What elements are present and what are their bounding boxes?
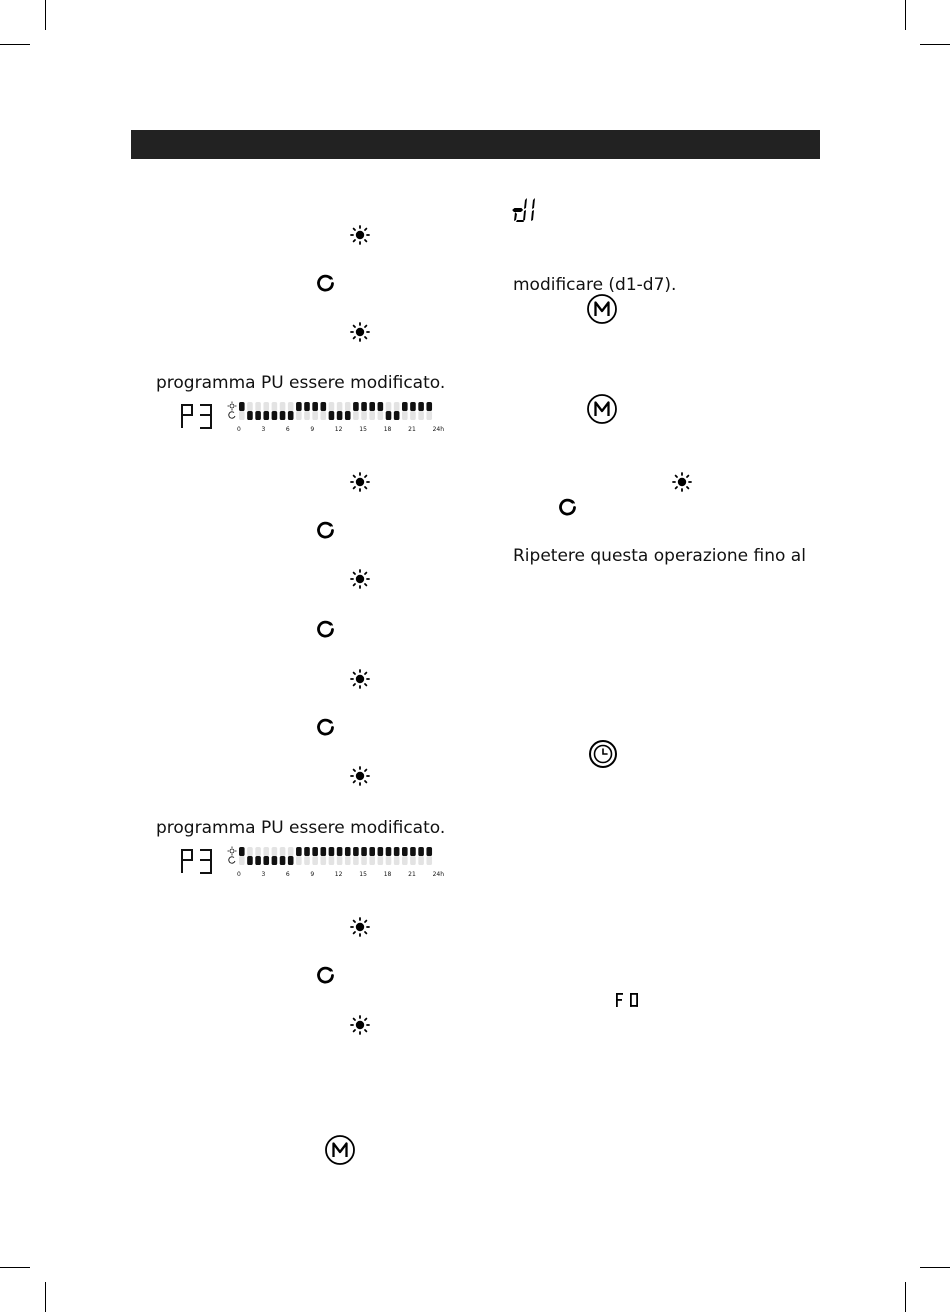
hour-bar-inactive — [272, 847, 278, 856]
crop-mark — [920, 1267, 950, 1268]
hour-bar — [321, 402, 327, 411]
hour-tick-label: 12 — [334, 426, 343, 433]
hour-bar-inactive — [386, 402, 392, 411]
moon-icon — [317, 521, 335, 539]
hour-bar — [239, 847, 245, 856]
hour-bar — [402, 847, 408, 856]
hour-bar-inactive — [386, 856, 392, 865]
hour-bar-inactive — [353, 856, 359, 865]
hour-bar — [386, 411, 392, 420]
hour-bar — [361, 847, 367, 856]
hour-bar-inactive — [288, 402, 294, 411]
hour-tick-label: 12 — [334, 871, 343, 878]
day-code-display — [513, 197, 537, 223]
hour-bar — [247, 411, 253, 420]
hour-bar-inactive — [394, 856, 400, 865]
hour-bar — [239, 402, 245, 411]
lcd-program-display — [180, 398, 445, 438]
moon-icon — [317, 718, 335, 736]
hour-bar — [394, 847, 400, 856]
hour-bar-inactive — [255, 847, 261, 856]
sun-icon — [672, 472, 692, 492]
hour-bar — [321, 847, 327, 856]
lcd-svg — [180, 398, 445, 438]
hour-bar — [304, 402, 310, 411]
instruction-text: programma PU essere modificato. — [156, 373, 446, 393]
hour-bar — [337, 847, 343, 856]
hour-bar-inactive — [272, 402, 278, 411]
hour-bar — [378, 402, 384, 411]
hour-bar — [410, 402, 416, 411]
moon-icon — [229, 857, 235, 863]
hour-bar-inactive — [280, 847, 286, 856]
mode-button-icon[interactable] — [324, 1134, 356, 1166]
hour-bar-inactive — [361, 856, 367, 865]
hour-bar — [418, 402, 424, 411]
hour-tick-label: 6 — [285, 426, 290, 433]
hour-bar — [312, 847, 318, 856]
day-code-value: d1 — [513, 197, 515, 198]
hour-bar-inactive — [426, 411, 432, 420]
sun-icon — [350, 766, 370, 786]
hour-bar — [378, 847, 384, 856]
hour-bar-inactive — [304, 856, 310, 865]
hour-bar — [263, 411, 269, 420]
sun-icon — [350, 322, 370, 342]
hour-tick-label: 24h — [432, 426, 445, 433]
hour-bar — [337, 411, 343, 420]
hour-bar-inactive — [378, 411, 384, 420]
hour-bar-inactive — [263, 402, 269, 411]
hour-bar-inactive — [247, 847, 253, 856]
hour-bar — [288, 411, 294, 420]
instruction-text: modificare (d1-d7). — [513, 275, 677, 295]
hour-bar — [369, 402, 375, 411]
sun-icon — [350, 225, 370, 245]
hour-tick-label: 21 — [408, 871, 416, 878]
hour-tick-label: 3 — [261, 871, 266, 878]
hour-bar-inactive — [312, 411, 318, 420]
moon-icon — [317, 274, 335, 292]
hour-tick-label: 3 — [261, 426, 266, 433]
hour-bar-inactive — [378, 856, 384, 865]
hour-bar — [272, 411, 278, 420]
hour-tick-label: 9 — [310, 871, 315, 878]
hour-bar-inactive — [394, 402, 400, 411]
hour-bar-inactive — [312, 856, 318, 865]
hour-bar — [296, 402, 302, 411]
hour-tick-label: 0 — [237, 871, 241, 878]
hour-bar — [418, 847, 424, 856]
hour-tick-label: 18 — [383, 871, 392, 878]
moon-icon — [317, 966, 335, 984]
program-code-glyph — [181, 849, 212, 874]
instruction-text: programma PU essere modificato. — [156, 818, 446, 838]
hour-bar — [361, 402, 367, 411]
hour-bar — [304, 847, 310, 856]
program-code-glyph — [181, 404, 212, 429]
function-code-value: F0 — [615, 992, 617, 993]
instruction-text: Ripetere questa operazione fino al — [513, 546, 806, 566]
hour-bar-inactive — [296, 856, 302, 865]
hour-bar-inactive — [329, 402, 335, 411]
hour-bar-inactive — [369, 411, 375, 420]
hour-bar-inactive — [345, 856, 351, 865]
hour-bar-inactive — [247, 402, 253, 411]
hour-bar-inactive — [304, 411, 310, 420]
lcd-program-display — [180, 843, 445, 883]
hour-bar-inactive — [402, 856, 408, 865]
hour-bar — [288, 856, 294, 865]
hour-bar-inactive — [345, 402, 351, 411]
hour-bar — [386, 847, 392, 856]
hour-bar — [345, 847, 351, 856]
hour-bar-inactive — [369, 856, 375, 865]
sun-icon — [350, 1015, 370, 1035]
sun-icon — [350, 569, 370, 589]
crop-mark — [0, 44, 30, 45]
hour-bar-inactive — [337, 402, 343, 411]
sun-icon — [228, 402, 237, 411]
mode-button-icon[interactable] — [586, 393, 618, 425]
hour-bar — [329, 847, 335, 856]
hour-tick-label: 24h — [432, 871, 445, 878]
hour-tick-label: 15 — [359, 871, 367, 878]
hour-bar-inactive — [321, 411, 327, 420]
hour-bar — [426, 847, 432, 856]
hour-bar-inactive — [329, 856, 335, 865]
hour-bar-inactive — [296, 411, 302, 420]
hour-bar — [353, 847, 359, 856]
hour-bar-inactive — [353, 411, 359, 420]
sun-icon — [350, 917, 370, 937]
hour-bar — [280, 411, 286, 420]
hour-bar — [255, 411, 261, 420]
hour-bar — [410, 847, 416, 856]
hour-bar — [272, 856, 278, 865]
hour-bar-inactive — [321, 856, 327, 865]
hour-bar-inactive — [402, 411, 408, 420]
hour-tick-label: 6 — [285, 871, 290, 878]
hour-bar — [280, 856, 286, 865]
hour-tick-label: 15 — [359, 426, 367, 433]
hour-bar — [353, 402, 359, 411]
moon-icon — [229, 412, 235, 418]
hour-bar-inactive — [426, 856, 432, 865]
hour-bar — [426, 402, 432, 411]
crop-mark — [905, 0, 906, 30]
mode-button-icon[interactable] — [586, 293, 618, 325]
sun-icon — [350, 669, 370, 689]
hour-bar-inactive — [418, 856, 424, 865]
hour-bar — [296, 847, 302, 856]
hour-tick-label: 18 — [383, 426, 392, 433]
hour-bar-inactive — [288, 847, 294, 856]
hour-tick-label: 0 — [237, 426, 241, 433]
hour-bar-inactive — [263, 847, 269, 856]
hour-bar-inactive — [239, 411, 245, 420]
hour-bar-inactive — [255, 402, 261, 411]
hour-bar — [402, 402, 408, 411]
hour-bar — [329, 411, 335, 420]
sun-icon — [228, 847, 237, 856]
crop-mark — [45, 1282, 46, 1312]
hour-bar-inactive — [337, 856, 343, 865]
hour-bar — [247, 856, 253, 865]
program-code-value: P3 — [180, 843, 182, 844]
program-code-value: P3 — [180, 398, 182, 399]
crop-mark — [45, 0, 46, 30]
clock-button-icon[interactable] — [588, 739, 618, 769]
crop-mark — [920, 44, 950, 45]
function-code-display — [615, 992, 641, 1008]
hour-bar — [345, 411, 351, 420]
crop-mark — [905, 1282, 906, 1312]
hour-bar — [263, 856, 269, 865]
hour-bar-inactive — [410, 411, 416, 420]
moon-icon — [317, 620, 335, 638]
hour-bar — [394, 411, 400, 420]
section-header-bar — [131, 130, 820, 159]
moon-icon — [559, 498, 577, 516]
hour-tick-label: 21 — [408, 426, 416, 433]
hour-bar — [312, 402, 318, 411]
hour-bar-inactive — [239, 856, 245, 865]
hour-bar-inactive — [418, 411, 424, 420]
hour-bar-inactive — [410, 856, 416, 865]
hour-bar — [369, 847, 375, 856]
hour-bar-inactive — [280, 402, 286, 411]
hour-bar — [255, 856, 261, 865]
hour-tick-label: 9 — [310, 426, 315, 433]
sun-icon — [350, 472, 370, 492]
hour-bar-inactive — [361, 411, 367, 420]
lcd-svg — [180, 843, 445, 883]
crop-mark — [0, 1267, 30, 1268]
